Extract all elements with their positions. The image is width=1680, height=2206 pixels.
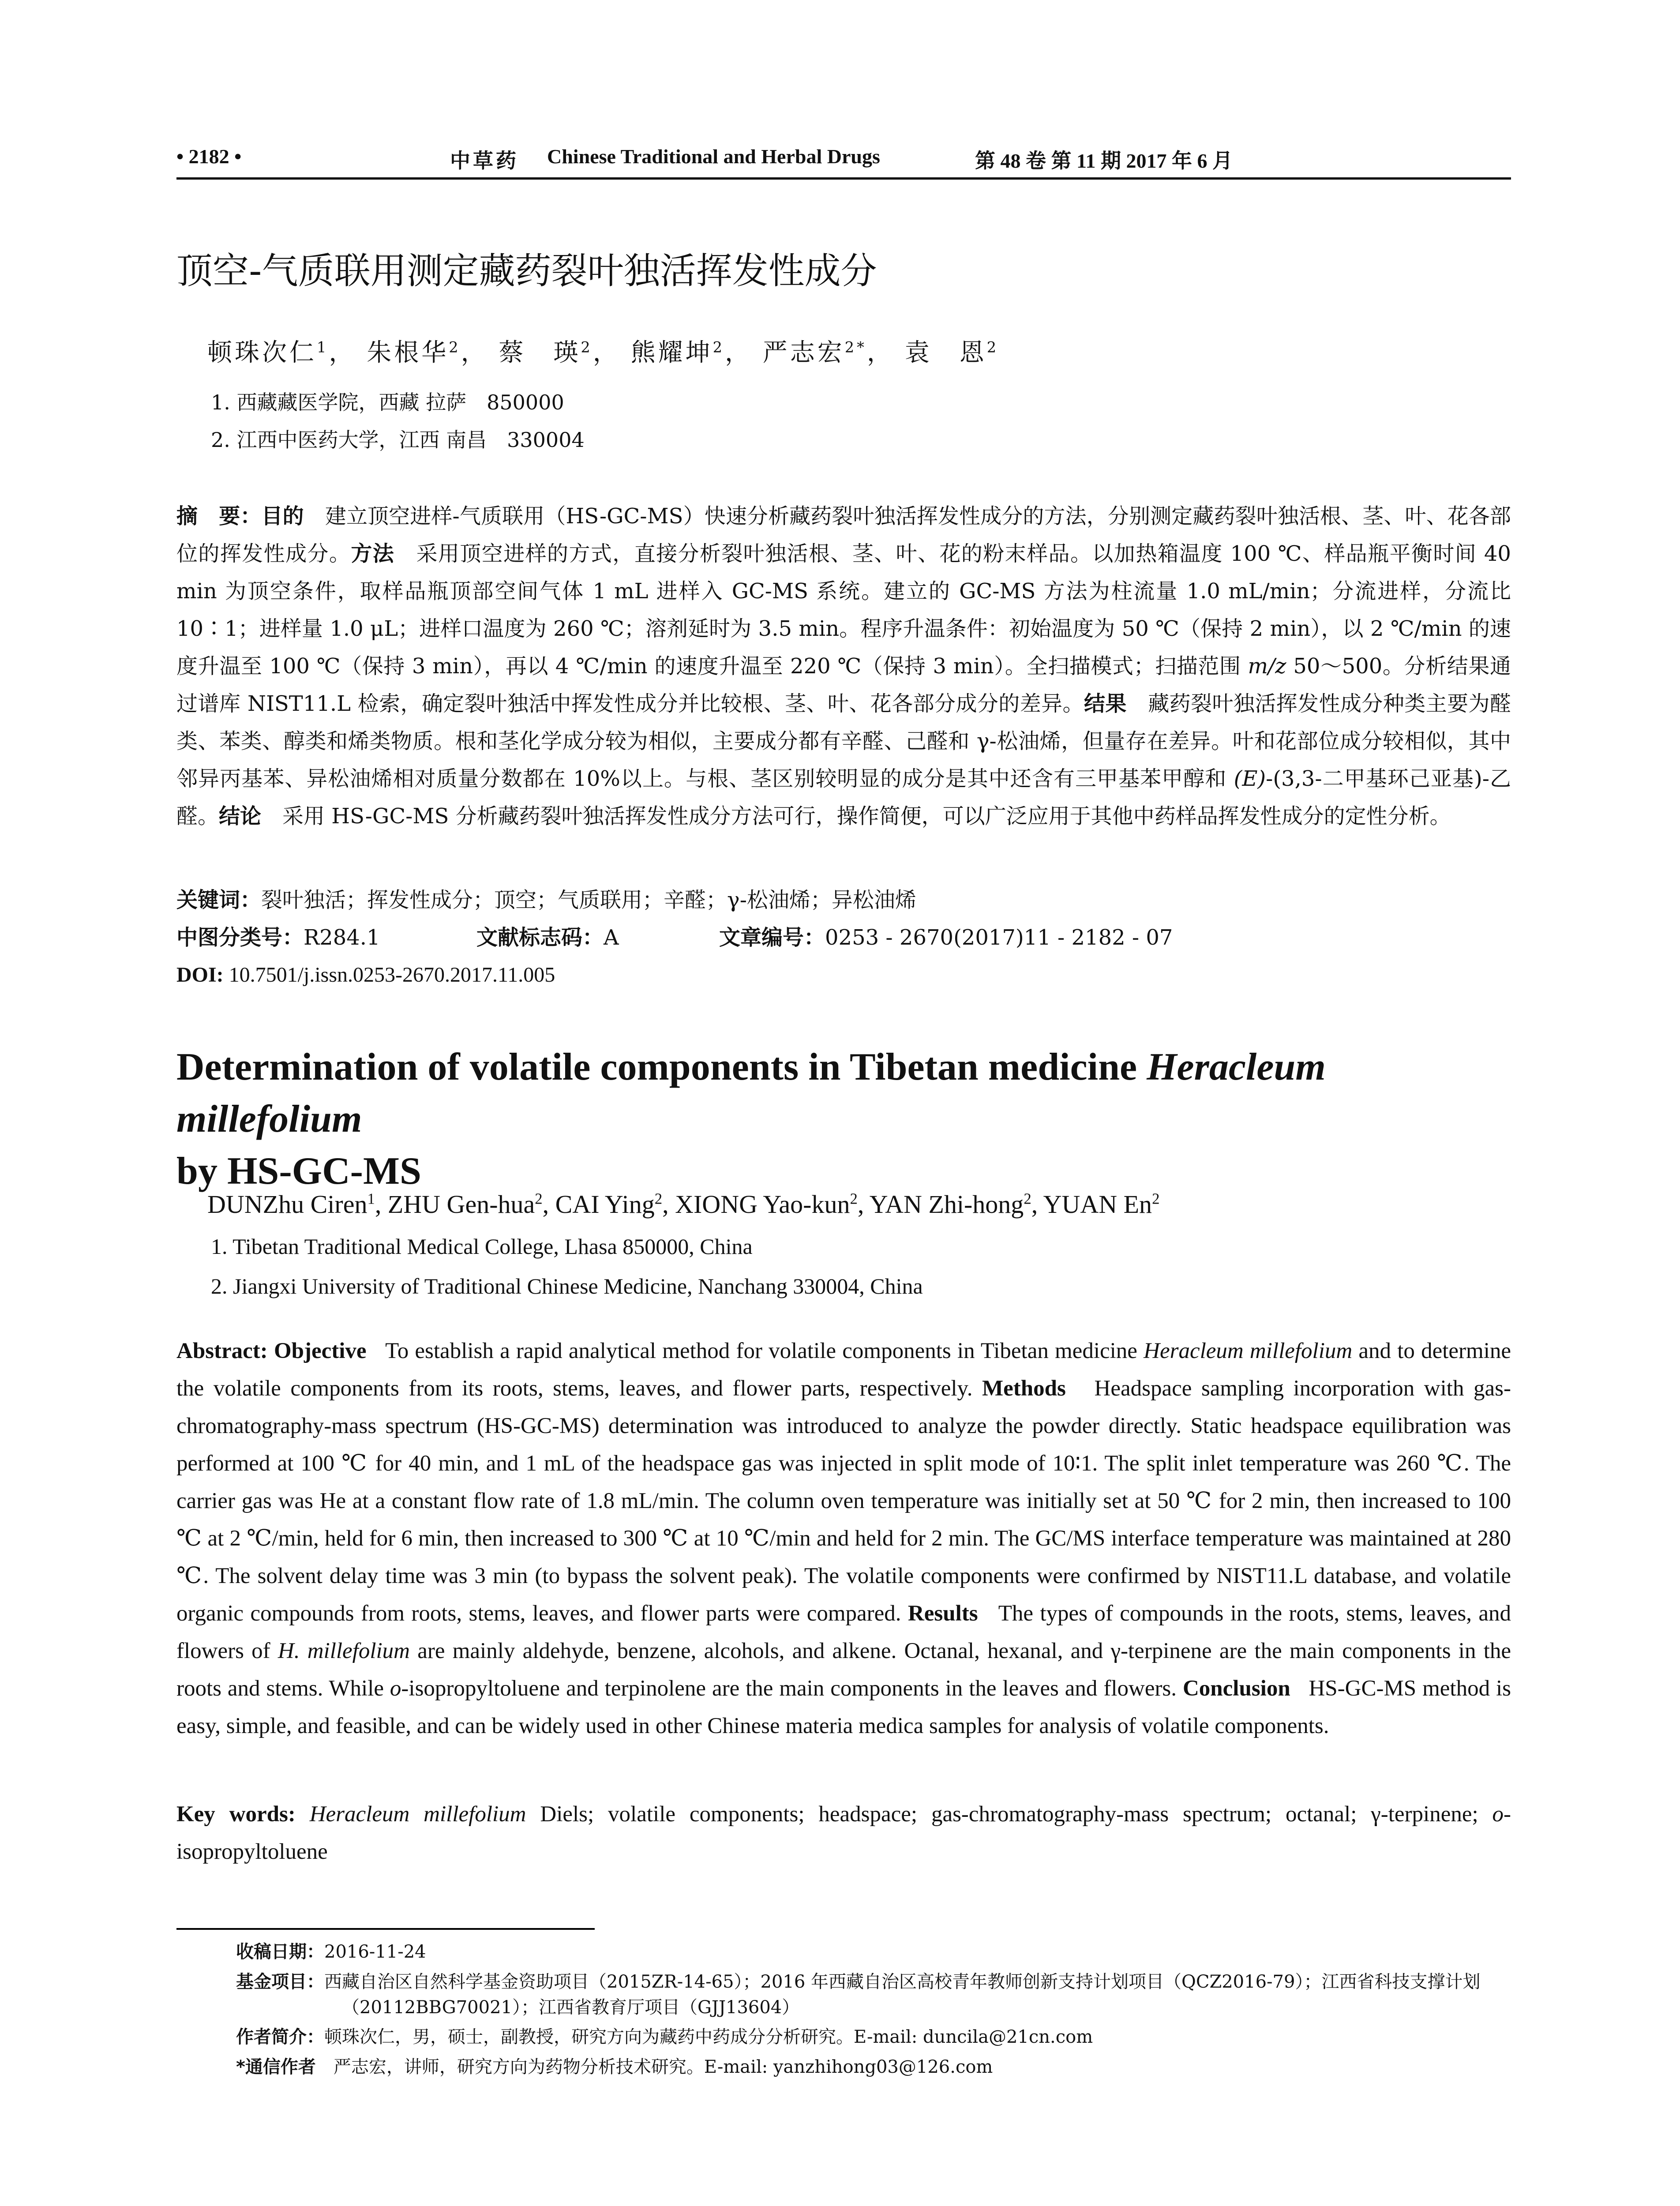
doi[interactable]: DOI: 10.7501/j.issn.0253-2670.2017.11.005 <box>176 963 555 987</box>
e-isomer: (E) <box>1234 766 1266 791</box>
page-number: • 2182 • <box>176 145 242 168</box>
affiliation-cn: 2. 江西中医药大学，江西 南昌 330004 <box>211 428 585 452</box>
conclusion-text-cn: 采用 HS-GC-MS 分析藏药裂叶独活挥发性成分方法可行，操作简便，可以广泛应用于其他中药样品挥发性成分的定性分析。 <box>282 804 1451 829</box>
author-cn: 顿珠次仁$^1$ <box>207 338 329 367</box>
results-text-cn: 藏药裂叶独活挥发性成分种类主要为醛类、苯类、醇类和烯类物质。根和茎化学成分较为相似，主要成分都有辛醛、己醛和 γ-松油烯，但量存在差异。叶和花部位成分较相似，其中邻异丙基苯、异松油烯相对质量分数都在 10%以上。与根、茎区别较明显的成分是其中还含有三甲基苯甲醇和 <box>176 691 1511 791</box>
author-cn: 袁 恩$^2$ <box>904 338 999 367</box>
mz-symbol: m/z <box>1248 654 1286 679</box>
methods-text-cn: 采用顶空进样的方式，直接分析裂叶独活根、茎、叶、花的粉末样品。以加热箱温度 100 ℃、样品瓶平衡时间 40 min 为顶空条件，取样品瓶顶部空间气体 1 mL 进样入 GC-MS 系统。建立的 GC-MS 方法为柱流量 1.0 mL/min；分流进样，分流比 10∶1；进样量 1.0 μL；进样口温度为 260 ℃；溶剂延时为 3.5 min。程序升温条件：初始温度为 50 ℃（保持 2 min），以 2 ℃/min 的速度升温至 100 ℃（保持 3 min），再以 4 ℃/min 的速度升温至 220 ℃（保持 3 min）。全扫描模式；扫描范围 <box>176 541 1511 679</box>
journal-name-cn: 中草药 <box>450 149 519 173</box>
author-list-cn: 顿珠次仁$^1$， 朱根华$^2$， 蔡 瑛$^2$， 熊耀坤$^2$， 严志宏$^{2*}$， 袁 恩$^2$ <box>207 338 999 367</box>
methods-label-cn: 方法 <box>351 541 395 566</box>
keywords-cn: 关键词：裂叶独活；挥发性成分；顶空；气质联用；辛醛；γ-松油烯；异松油烯 <box>176 888 916 912</box>
methods-text-cn-cont: 50～500。分析结果通过谱库 NIST11.L 检索，确定裂叶独活中挥发性成分并比较根、茎、叶、花各部分成分的差异。 <box>176 654 1511 716</box>
title-en: Determination of volatile components in Tibetan medicine Heracleum millefolium by HS-GC-MS <box>176 1046 1326 1193</box>
abstract-cn <box>176 498 1511 835</box>
running-header <box>176 145 1511 176</box>
author-cn: 严志宏$^{2*}$ <box>762 338 867 367</box>
author-cn: 朱根华$^2$ <box>367 338 461 367</box>
author-en: ZHU Gen-hua$^2$, <box>387 1190 555 1219</box>
document-code: 文献标志码：A <box>476 925 619 950</box>
article-number: 文章编号：0253 - 2670(2017)11 - 2182 - 07 <box>719 925 1173 950</box>
author-en: YUAN En$^2$ <box>1043 1190 1160 1219</box>
abstract-en: Abstract: Objective To establish a rapid analytical method for volatile components in Tibetan medicine Heracleum millefolium and to determine the volatile components from its roots, stems, leaves, and flower parts, respectively. Methods Headspace sampling incorporation with gas-chromatography-mass spectrum (HS-GC-MS) determination was introduced to analyze the powder directly. Static headspace equilibration was performed at 100 ℃ for 40 min, and 1 mL of the headspace gas was injected in split mode of 10∶1. The split inlet temperature was 260 ℃. The carrier gas was He at a constant flow rate of 1.8 mL/min. The column oven temperature was initially set at 50 ℃ for 2 min, then increased to 100 ℃ at 2 ℃/min, held for 6 min, then increased to 300 ℃ at 10 ℃/min and held for 2 min. The GC/MS interface temperature was maintained at 280 ℃. The solvent delay time was 3 min (to bypass the solvent peak). The volatile components were confirmed by NIST11.L database, and volatile organic compounds from roots, stems, leaves, and flower parts were compared. Results The types of compounds in the roots, stems, leaves, and flowers of H. millefolium are mainly aldehyde, benzene, alcohols, and alkene. Octanal, hexanal, and γ-terpinene are the main components in the roots and stems. While o-isopropyltoluene and terpinolene are the main components in the leaves and flowers. Conclusion HS-GC-MS method is easy, simple, and feasible, and can be widely used in other Chinese materia medica samples for analysis of volatile components. <box>176 1339 1511 1738</box>
affiliation-en: 1. Tibetan Traditional Medical College, Lhasa 850000, China <box>211 1234 753 1259</box>
abstract-label-cn: 摘 要： <box>176 504 262 529</box>
footnote-rule <box>176 1928 595 1930</box>
results-text-cn-cont: -(3,3-二甲基环己亚基)-乙醛。 <box>176 766 1511 829</box>
author-en: CAI Ying$^2$, <box>555 1190 675 1219</box>
author-list-en <box>207 1187 1487 1222</box>
title-cn: 顶空-气质联用测定藏药裂叶独活挥发性成分 <box>176 250 877 292</box>
conclusion-label-en: Conclusion <box>1182 1676 1290 1701</box>
author-en: XIONG Yao-kun$^2$, <box>675 1190 870 1219</box>
objective-text-cn: 建立顶空进样-气质联用（HS-GC-MS）快速分析藏药裂叶独活挥发性成分的方法，分别测定藏药裂叶独活根、茎、叶、花各部位的挥发性成分。 <box>176 504 1511 566</box>
results-label-cn: 结果 <box>1084 691 1127 716</box>
header-rule <box>176 177 1511 180</box>
footnote-author-bio: 作者简介：顿珠次仁，男，硕士，副教授，研究方向为藏药中药成分分析研究。E-mail: duncila@21cn.com <box>236 2027 1093 2047</box>
conclusion-label-cn: 结论 <box>219 804 262 829</box>
abstract-label-en: Abstract: Objective <box>176 1339 367 1363</box>
footnote-received: 收稿日期：2016-11-24 <box>236 1942 426 1962</box>
journal-name-en: Chinese Traditional and Herbal Drugs <box>547 145 880 168</box>
affiliation-cn: 1. 西藏藏医学院，西藏 拉萨 850000 <box>211 390 564 414</box>
clc-number: 中图分类号：R284.1 <box>176 925 380 950</box>
affiliation-en: 2. Jiangxi University of Traditional Chinese Medicine, Nanchang 330004, China <box>211 1274 923 1298</box>
journal-issue: 第 48 卷 第 11 期 2017 年 6 月 <box>975 150 1233 172</box>
author-cn: 蔡 瑛$^2$ <box>499 338 593 367</box>
results-label-en: Results <box>908 1601 978 1626</box>
author-en: YAN Zhi-hong$^2$, <box>869 1190 1043 1219</box>
footnote-corresponding: *通信作者 严志宏，讲师，研究方向为药物分析技术研究。E-mail: yanzhihong03@126.com <box>236 2057 993 2077</box>
author-en: DUNZhu Ciren$^1$, <box>207 1190 388 1219</box>
keywords-en: Key words: Heracleum millefolium Diels; volatile components; headspace; gas-chromatography-mass spectrum; octanal; γ-terpinene; o-isopropyltoluene <box>176 1802 1511 1864</box>
objective-label-cn: 目的 <box>261 504 304 529</box>
methods-label-en: Methods <box>982 1376 1066 1401</box>
author-cn: 熊耀坤$^2$ <box>630 338 725 367</box>
footnote-funding: 基金项目：西藏自治区自然科学基金资助项目（2015ZR-14-65）；2016 年西藏自治区高校青年教师创新支持计划项目（QCZ2016-79）；江西省科技支撑计划（20112BBG70021）；江西省教育厅项目（GJJ13604） <box>236 1972 1481 2018</box>
